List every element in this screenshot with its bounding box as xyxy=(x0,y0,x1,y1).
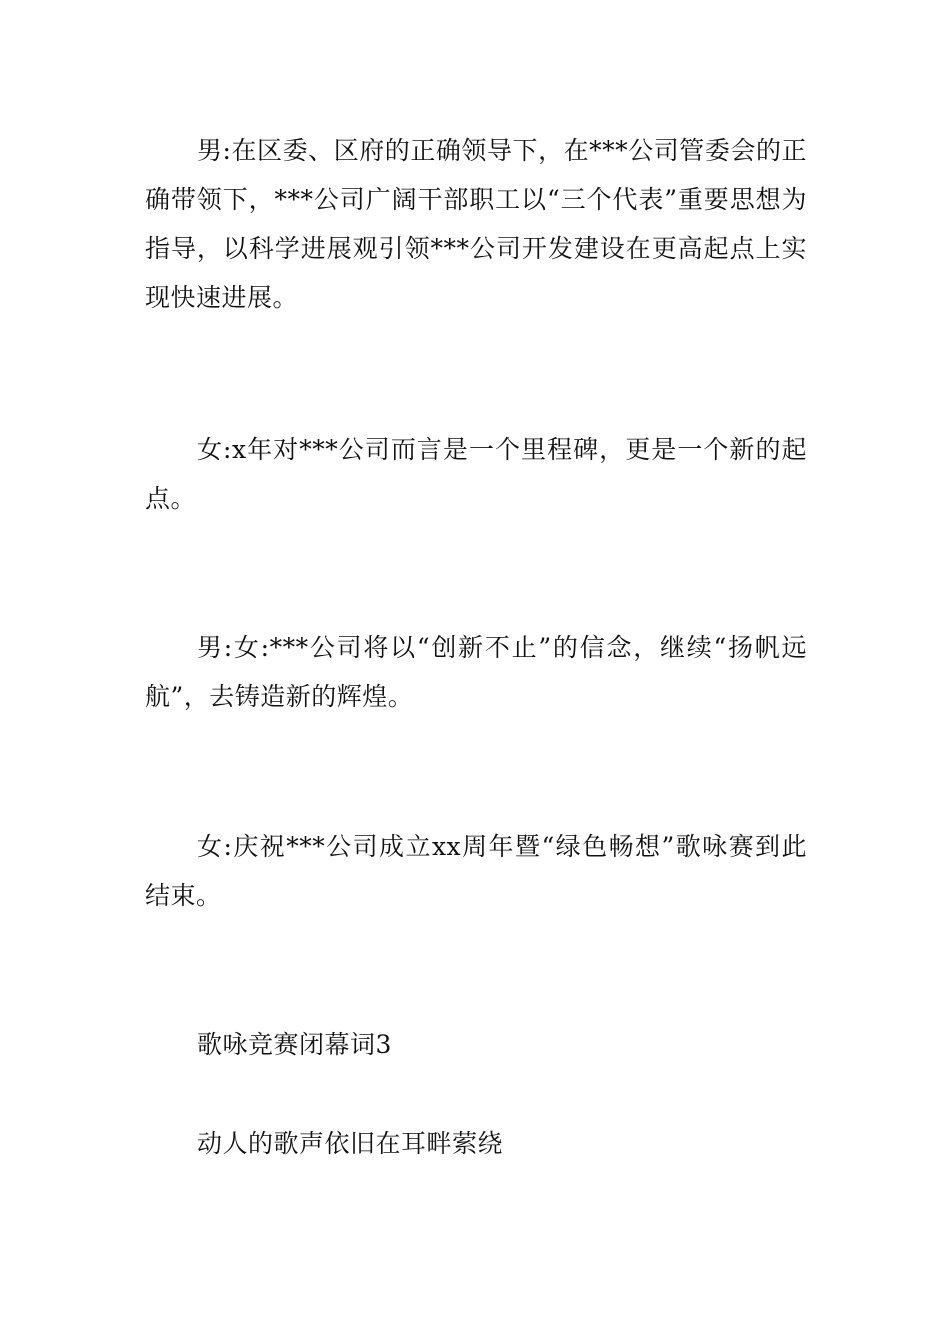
paragraph-female-speech: 女:x年对***公司而言是一个里程碑，更是一个新的起点。 xyxy=(145,435,807,513)
paragraph-male-speech: 男:在区委、区府的正确领导下，在***公司管委会的正确带领下，***公司广阔干部职工以“三个代表”重要思想为指导，以科学进展观引领***公司开发建设在更高起点上实现快速进展。 xyxy=(145,136,807,312)
paragraph-opening-line: 动人的歌声依旧在耳畔萦绕 xyxy=(197,1129,504,1158)
section-heading: 歌咏竞赛闭幕词3 xyxy=(197,1030,392,1059)
paragraph-closing-announcement: 女:庆祝***公司成立xx周年暨“绿色畅想”歌咏赛到此结束。 xyxy=(145,832,807,910)
paragraph-joint-speech: 男:女:***公司将以“创新不止”的信念，继续“扬帆远航”，去铸造新的辉煌。 xyxy=(145,633,807,711)
